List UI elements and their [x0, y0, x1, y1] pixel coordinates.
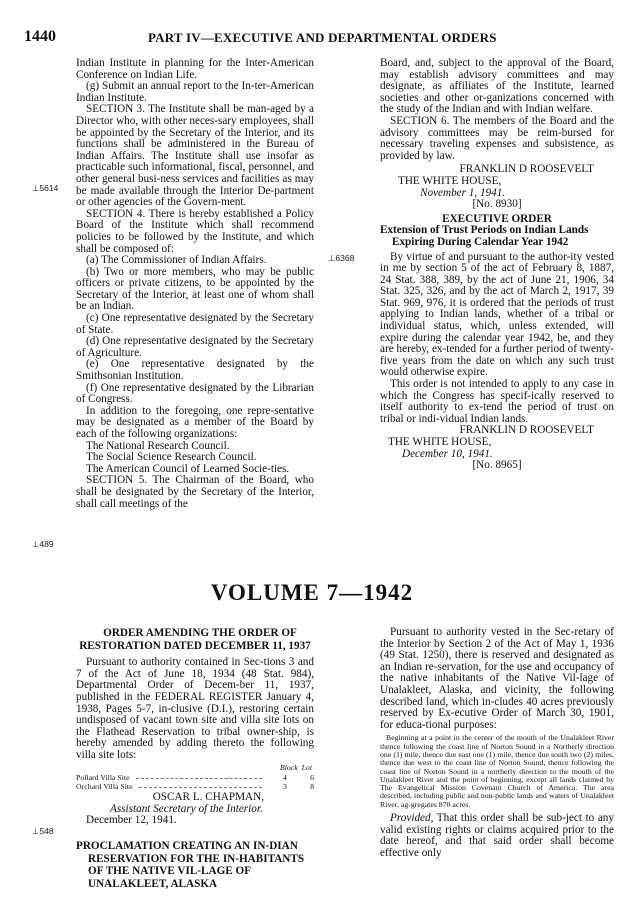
row-block: 4	[283, 773, 287, 783]
paragraph: (c) One representative designated by the Secretary of State.	[76, 312, 314, 336]
table-row	[76, 773, 314, 782]
column-header-lot: Lot	[301, 762, 312, 772]
paragraph: The National Research Council.	[86, 439, 230, 452]
column-header-block: Block	[279, 762, 298, 772]
leader-dots	[136, 773, 262, 779]
paragraph: (e) One representative designated by the Smithsonian Institution.	[76, 358, 314, 383]
paragraph: (f) One representative designated by the Librarian of Congress.	[76, 381, 314, 406]
place: THE WHITE HOUSE,	[388, 436, 492, 448]
date: December 10, 1941.	[402, 447, 493, 460]
upper-left-column	[76, 58, 314, 510]
paragraph: This order is not intended to apply to any case in which the Congress has specif-ically reserved to itself authority to ex-tend the period of trust on tribal or indi-vidual Indian lands.	[380, 378, 614, 425]
paragraph: (a) The Commissioner of Indian Affairs.	[86, 254, 267, 267]
margin-note: ⊥489	[32, 539, 54, 549]
date: November 1, 1941.	[420, 186, 506, 199]
row-lot: 8	[310, 782, 314, 792]
margin-note: ⊥6368	[328, 253, 355, 263]
paragraph: The Social Science Research Council.	[86, 451, 257, 464]
paragraph: (d) One representative designated by the Secretary of Agriculture.	[76, 335, 314, 359]
margin-note: ⊥548	[32, 826, 54, 836]
signature: FRANKLIN D ROOSEVELT	[459, 163, 594, 176]
signer: OSCAR L. CHAPMAN,	[152, 791, 264, 804]
paragraph	[380, 813, 614, 859]
lower-right-column	[380, 627, 614, 859]
paragraph: In addition to the foregoing, one repre-sentative may be designated as a member of the Board by each of the following organizations:	[76, 404, 314, 440]
paragraph: SECTION 6. The members of the Board and the advisory committees may be reim-bursed for necessary traveling expenses and subsistence, as provided by law.	[380, 114, 614, 162]
row-name: Orchard Villa Site	[76, 782, 133, 792]
lower-left-column	[76, 627, 314, 890]
land-description: Beginning at a point in the center of the mouth of the Unalakleet River thence following the coast line of Norton Sound in a Northerly direction one (1) mile, thence due east one (1) mile, thence due south two (2) miles, thence due west to the coast line of Norton Sound, thence following the coast line of Norton Sound in a northerly direction to the mouth of the Unalakleet River and the point of beginning, except all lands claimed by The Evangelical Mission Covenant Church of America. The area described, including public and non-public lands and waters of Unalakleet River, ag-gregates 870 acres.	[380, 733, 614, 809]
volume-title: VOLUME 7—1942	[210, 580, 414, 605]
paragraph: Indian Institute in planning for the Inter-American Conference on Indian Life.	[76, 57, 314, 81]
paragraph: By virtue of and pursuant to the author-ity vested in me by section 5 of the act of February 8, 1887, 24 Stat. 388, 389, by the act of June 21, 1906, 34 Stat. 325, 326, and by the act of March 2, 1917, 39 Stat. 969, 976, it is ordered that the periods of trust applying to Indian lands, whether of a tribal or individual status, which, unless extended, will expire during the calendar year 1942, be, and they are hereby, ex-tended for a further period of twenty-five years from the date on which any such trust would otherwise expire.	[380, 250, 614, 379]
date: December 12, 1941.	[86, 814, 177, 827]
order-title: ORDER AMENDING THE ORDER OF RESTORATION DATED DECEMBER 11, 1937	[79, 627, 311, 652]
page-number: 1440	[24, 28, 56, 45]
running-title: PART IV—EXECUTIVE AND DEPARTMENTAL ORDERS	[148, 30, 497, 45]
table-row	[76, 782, 314, 791]
paragraph: SECTION 4. There is hereby established a Policy Board of the Institute which shall recommend policies to be followed by the Institute, and which shall be composed of:	[76, 207, 314, 255]
paragraph: (g) Submit an annual report to the In-ter-American Indian Institute.	[76, 80, 314, 104]
paragraph: SECTION 3. The Institute shall be man-aged by a Director who, with other neces-sary employees, shall be appointed by the Secretary of the Interior, and its functions shall be administered in the Bureau of Indian Affairs. The Institute shall use insofar as practicable such informational, fiscal, personnel, and other general busi-ness services and facilities as may be made available through the Interior De-partment or other agencies of the Govern-ment.	[76, 103, 314, 209]
table-header	[76, 762, 314, 774]
row-lot: 6	[310, 773, 314, 783]
signature: FRANKLIN D ROOSEVELT	[459, 424, 594, 437]
paragraph: Pursuant to authority vested in the Sec-retary of the Interior by Section 2 of the Act of May 1, 1936 (49 Stat. 1250), there is reserved and designated as an Indian re-servation, for the use and occupancy of the native inhabitants of the Native Vil-lage of Unalakleet, Alaska, and vicinity, the following described land, which in-cludes 40 acres previously reserved by Ex-ecutive Order of March 30, 1901, for educa-tional purposes:	[380, 626, 614, 731]
proviso-text: That this order shall be sub-ject to any valid existing rights or claims acquired prior to the date hereof, and that said order shall become effective only	[380, 812, 614, 859]
paragraph: Board, and, subject to the approval of the Board, may establish advisory committees and may designate, as affiliates of the Institute, learned societies and other or-ganizations concerned with the study of the Indian and with Indian welfare.	[380, 57, 614, 116]
section-title: EXECUTIVE ORDER	[442, 212, 552, 225]
place: THE WHITE HOUSE,	[398, 174, 502, 187]
proclamation-title: PROCLAMATION CREATING AN IN-DIAN RESERVATION FOR THE IN-HABITANTS OF THE NATIVE VIL-LAGE OF UNALAKLEET, ALASKA	[76, 839, 305, 890]
signer-title: Assistant Secretary of the Interior.	[110, 802, 263, 815]
paragraph: The American Council of Learned Socie-ties.	[86, 462, 290, 475]
document-number: [No. 8965]	[472, 459, 522, 472]
document-number: [No. 8930]	[472, 198, 522, 211]
upper-right-column	[380, 58, 614, 472]
section-subtitle: Extension of Trust Periods on Indian Lands Expiring During Calendar Year 1942	[380, 224, 589, 248]
leader-dots	[139, 782, 262, 788]
margin-note: ⊥5614	[32, 183, 59, 193]
row-block: 3	[283, 782, 287, 792]
paragraph: SECTION 5. The Chairman of the Board, who shall be designated by the Secretary of the Interior, shall call meetings of the	[76, 474, 314, 510]
proviso-lead: Provided,	[390, 812, 434, 825]
paragraph: (b) Two or more members, who may be public officers or private citizens, to be appointed by the Secretary of the Interior, at least one of whom shall be an Indian.	[76, 265, 314, 313]
row-name: Pollard Villa Site	[76, 773, 130, 783]
page-header	[24, 28, 604, 48]
paragraph: Pursuant to authority contained in Sec-tions 3 and 7 of the Act of June 18, 1934 (48 Stat. 984), Departmental Order of Decem-ber 11, 1937, published in the FEDERAL REGISTER January 4, 1938, Pages 5-7, in-clusive (D.I.), restoring certain undisposed of vacant town site and villa site lots on the Flathead Reservation to tribal owner-ship, is hereby amended by adding thereto the following villa site lots:	[76, 656, 314, 761]
